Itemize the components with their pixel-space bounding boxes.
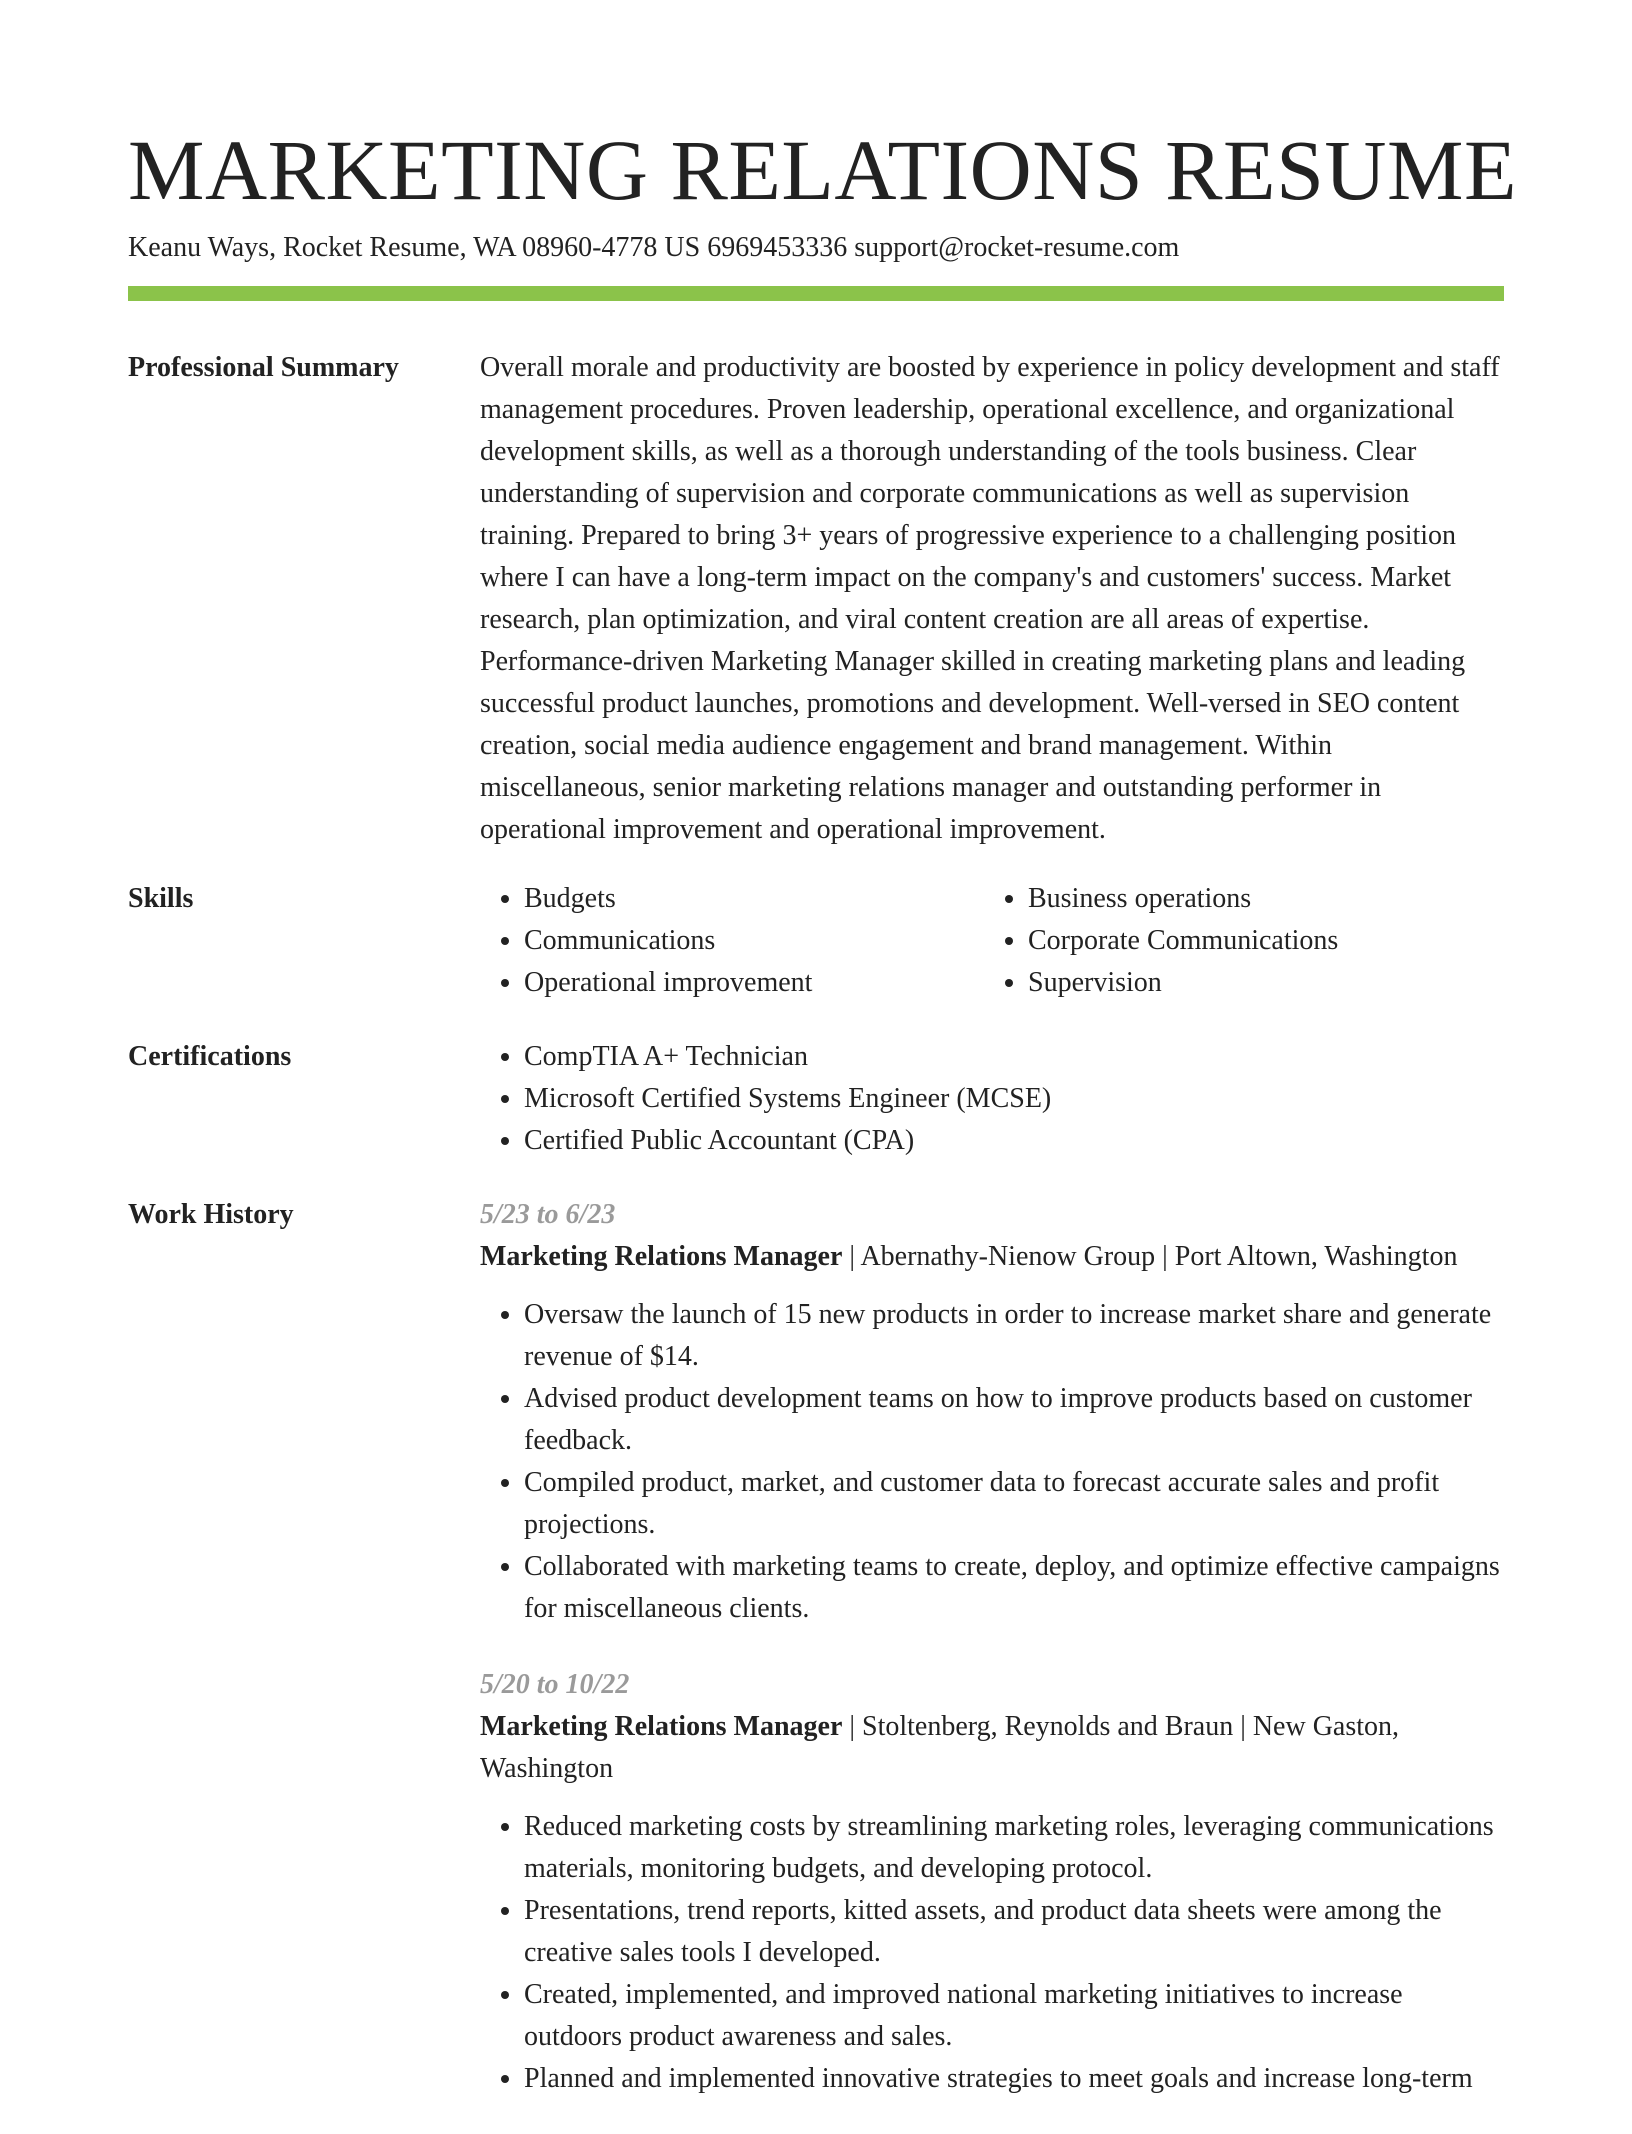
job-dates: 5/20 to 10/22 [480, 1669, 630, 1700]
job-bullet: • Reduced marketing costs by streamlining marketing roles, leveraging communications materials, monitoring budgets, and developing protocol. [524, 1806, 1504, 1890]
certification-item: • Microsoft Certified Systems Engineer (MCSE) [524, 1078, 1504, 1120]
job-bullet: • Advised product development teams on how to improve products based on customer feedback. [524, 1378, 1504, 1462]
job-heading [480, 1236, 1504, 1278]
job-bullet: • Presentations, trend reports, kitted assets, and product data sheets were among the creative sales tools I developed. [524, 1890, 1504, 1974]
job-bullet: • Created, implemented, and improved national marketing initiatives to increase outdoors product awareness and sales. [524, 1974, 1504, 2058]
contact-line: Keanu Ways, Rocket Resume, WA 08960-4778 US 6969453336 support@rocket-resume.com [128, 232, 1180, 263]
skill-item: • Business operations [1028, 878, 1488, 920]
skill-item: • Operational improvement [524, 962, 984, 1004]
section-body [480, 1194, 1504, 2134]
summary-text: Overall morale and productivity are boosted by experience in policy development and staff management procedures. Proven leadership, operational excellence, and organizational development skills, as well as a thorough understanding of the tools business. Clear understanding of supervision and corporate communications as well as supervision training. Prepared to bring 3+ years of progressive experience to a challenging position where I can have a long-term impact on the company's and customers' success. Market research, plan optimization, and viral content creation are all areas of expertise. Performance-driven Marketing Manager skilled in creating marketing plans and leading successful product launches, promotions and development. Well-versed in SEO content creation, social media audience engagement and brand management. Within miscellaneous, senior marketing relations manager and outstanding performer in operational improvement and operational improvement. [480, 352, 1500, 845]
certifications-list [480, 1036, 1504, 1162]
certification-item: • Certified Public Accountant (CPA) [524, 1120, 1504, 1162]
job-heading [480, 1706, 1504, 1790]
job-dates: 5/23 to 6/23 [480, 1199, 616, 1230]
job-entry [480, 1194, 1504, 1630]
section-label: Professional Summary [128, 352, 399, 383]
resume-title: MARKETING RELATIONS RESUME [128, 122, 1517, 218]
section-label: Certifications [128, 1041, 292, 1072]
section-body [480, 347, 1504, 851]
section-label: Work History [128, 1199, 294, 1230]
job-bullet: • Oversaw the launch of 15 new products in order to increase market share and generate revenue of $14. [524, 1294, 1504, 1378]
skills-list [480, 878, 984, 1004]
job-title: Marketing Relations Manager [480, 1241, 843, 1272]
certification-item: • CompTIA A+ Technician [524, 1036, 1504, 1078]
section-body [480, 1036, 1504, 1162]
skill-item: • Budgets [524, 878, 984, 920]
job-bullets [480, 1806, 1504, 2100]
skills-grid [480, 878, 1504, 1004]
skill-item: • Communications [524, 920, 984, 962]
job-details: | Stoltenberg, Reynolds and Braun | New Gaston, Washington [480, 1711, 1400, 1784]
skills-column-2 [984, 878, 1488, 1004]
job-details: | Abernathy-Nienow Group | Port Altown, Washington [842, 1241, 1458, 1272]
job-entry [480, 1664, 1504, 2100]
job-bullet: • Planned and implemented innovative strategies to meet goals and increase long-term [524, 2058, 1504, 2100]
skill-item: • Supervision [1028, 962, 1488, 1004]
job-bullet: • Compiled product, market, and customer data to forecast accurate sales and profit projections. [524, 1462, 1504, 1546]
job-bullets [480, 1294, 1504, 1630]
header-divider [128, 286, 1504, 301]
job-title: Marketing Relations Manager [480, 1711, 843, 1742]
job-bullet: • Collaborated with marketing teams to create, deploy, and optimize effective campaigns for miscellaneous clients. [524, 1546, 1504, 1630]
skills-list [984, 878, 1488, 1004]
skill-item: • Corporate Communications [1028, 920, 1488, 962]
section-label: Skills [128, 883, 194, 914]
skills-column-1 [480, 878, 984, 1004]
